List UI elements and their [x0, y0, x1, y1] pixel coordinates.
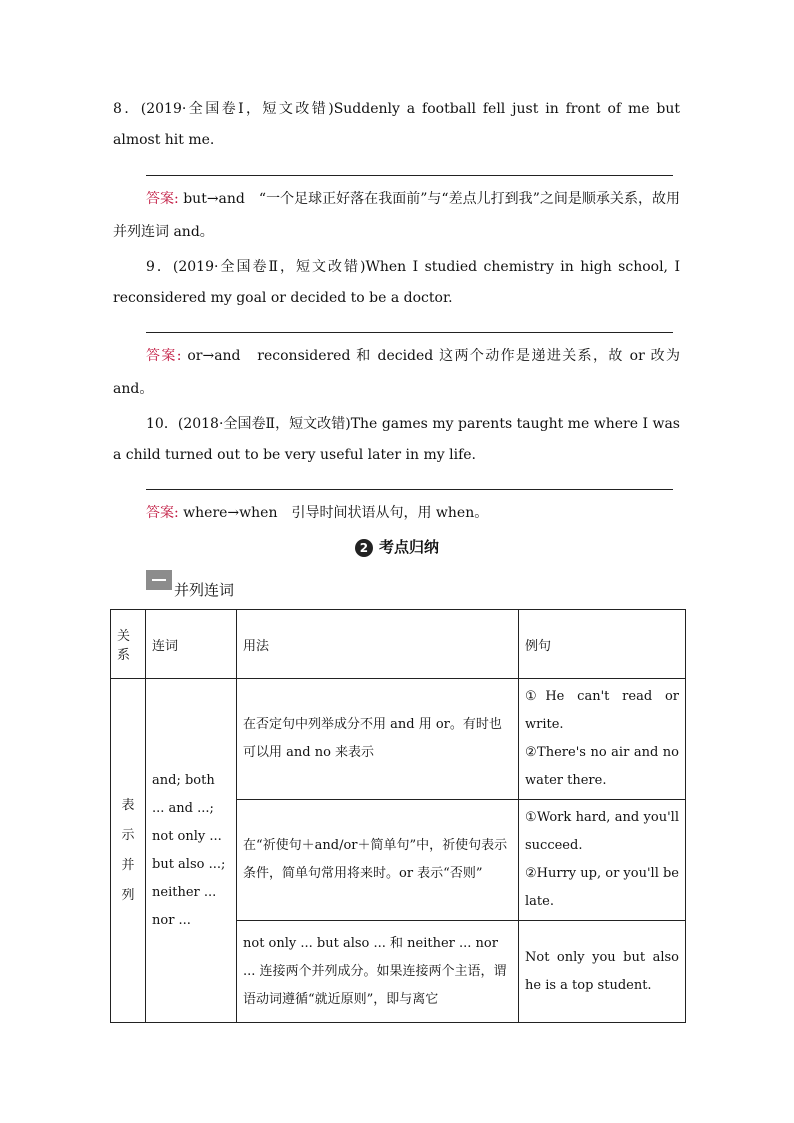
answer-9: [113, 340, 680, 406]
answer-blank-8: [146, 175, 673, 176]
example-cell: Not only you but also he is a top student.: [519, 921, 686, 1023]
answer-text: where→when 引导时间状语从句，用 when。: [183, 505, 489, 521]
table-header-row: [111, 610, 686, 679]
header-example: 例句: [519, 610, 686, 679]
example-cell: ①Work hard, and you'll succeed. ②Hurry up, or you'll be late.: [519, 800, 686, 921]
answer-text: or→and reconsidered 和 decided 这两个动作是递进关系，故 or 改为 and。: [113, 348, 680, 397]
relation-cell: 表示并列: [111, 679, 146, 1023]
subsection-number-icon: [146, 570, 172, 590]
conjunctions-cell: and; both ... and ...; not only ... but also ...; neither ... nor ...: [146, 679, 237, 1023]
table-row: [111, 679, 686, 800]
answer-label: 答案:: [146, 348, 182, 364]
answer-label: 答案:: [146, 191, 179, 207]
answer-8: [113, 183, 680, 249]
question-8: 8．(2019·全国卷Ⅰ，短文改错)Suddenly a football fell just in front of me but almost hit me.: [113, 101, 680, 148]
answer-label: 答案:: [146, 505, 179, 521]
conjunction-table: [110, 609, 686, 1023]
header-usage: 用法: [237, 610, 519, 679]
usage-cell: not only ... but also ... 和 neither ... nor ... 连接两个并列成分。如果连接两个主语，谓语动词遵循“就近原则”，即与离它: [237, 921, 519, 1023]
usage-cell: 在“祈使句＋and/or＋简单句”中，祈使句表示条件，简单句常用将来时。or 表示“否则”: [237, 800, 519, 921]
answer-blank-9: [146, 332, 673, 333]
header-relation: 关系: [111, 610, 146, 679]
example-cell: ①He can't read or write. ②There's no air and no water there.: [519, 679, 686, 800]
question-9: 9．(2019·全国卷Ⅱ，短文改错)When I studied chemistry in high school, I reconsidered my goal or decided to be a doctor.: [113, 259, 680, 306]
answer-blank-10: [146, 489, 673, 490]
section-number-badge: 2: [355, 539, 373, 557]
header-conjunction: 连词: [146, 610, 237, 679]
answer-10: [113, 497, 680, 530]
subsection-title: 并列连词: [174, 581, 235, 599]
answer-text: but→and “一个足球正好落在我面前”与“差点儿打到我”之间是顺承关系，故用并列连词 and。: [113, 191, 680, 240]
usage-cell: 在否定句中列举成分不用 and 用 or。有时也可以用 and no 来表示: [237, 679, 519, 800]
section-title: 考点归纳: [378, 538, 439, 556]
section-heading: [0, 536, 794, 557]
question-10: 10．(2018·全国卷Ⅱ，短文改错)The games my parents taught me where I was a child turned out to be very useful later in my life.: [113, 416, 680, 463]
